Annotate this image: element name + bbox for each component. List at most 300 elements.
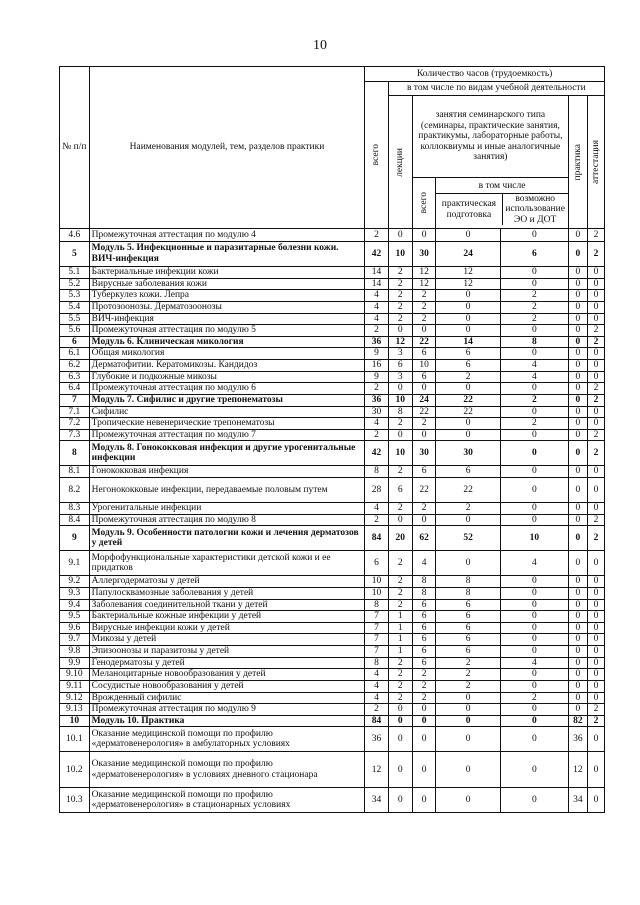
cell-seminars: 2 <box>412 418 435 430</box>
cell-total: 36 <box>365 336 388 348</box>
row-number: 5.5 <box>60 313 90 325</box>
cell-eo-dot: 2 <box>500 290 568 302</box>
cell-lectures: 2 <box>388 290 412 302</box>
cell-seminars: 22 <box>412 478 435 503</box>
table-row <box>60 599 605 611</box>
cell-eo-dot: 0 <box>500 634 568 646</box>
cell-lectures: 0 <box>388 514 412 526</box>
cell-practice: 0 <box>568 325 587 337</box>
row-title: Сосудистые новообразования у детей <box>89 680 365 692</box>
cell-practice: 0 <box>568 657 587 669</box>
table-row <box>60 669 605 681</box>
cell-prac-prep: 52 <box>436 526 501 551</box>
cell-lectures: 2 <box>388 466 412 478</box>
row-title: Эпизоонозы и паразитозы у детей <box>89 646 365 658</box>
cell-attestation: 0 <box>587 290 604 302</box>
cell-seminars: 6 <box>412 599 435 611</box>
cell-total: 2 <box>365 704 388 716</box>
row-title: Тропические невенерические трепонематозы <box>89 418 365 430</box>
cell-total: 4 <box>365 313 388 325</box>
cell-attestation: 2 <box>587 704 604 716</box>
cell-total: 2 <box>365 429 388 441</box>
cell-seminars: 8 <box>412 576 435 588</box>
cell-total: 7 <box>365 634 388 646</box>
cell-practice: 0 <box>568 360 587 372</box>
table-row <box>60 622 605 634</box>
cell-attestation: 2 <box>587 325 604 337</box>
row-number: 9.4 <box>60 599 90 611</box>
cell-lectures: 12 <box>388 336 412 348</box>
cell-attestation: 0 <box>587 634 604 646</box>
cell-attestation: 0 <box>587 611 604 623</box>
cell-seminars: 6 <box>412 466 435 478</box>
cell-total: 34 <box>365 788 388 813</box>
cell-seminars: 8 <box>412 587 435 599</box>
cell-seminars: 6 <box>412 646 435 658</box>
cell-eo-dot: 2 <box>500 394 568 406</box>
cell-total: 28 <box>365 478 388 503</box>
curriculum-table <box>59 66 605 813</box>
cell-practice: 0 <box>568 383 587 395</box>
row-number: 9.1 <box>60 551 90 576</box>
cell-lectures: 0 <box>388 704 412 716</box>
cell-prac-prep: 6 <box>436 646 501 658</box>
cell-practice: 0 <box>568 551 587 576</box>
cell-practice: 0 <box>568 611 587 623</box>
row-number: 6.3 <box>60 371 90 383</box>
cell-total: 7 <box>365 611 388 623</box>
cell-practice: 0 <box>568 441 587 466</box>
table-row <box>60 441 605 466</box>
row-title: Гонококковая инфекция <box>89 466 365 478</box>
row-number: 9.11 <box>60 680 90 692</box>
cell-prac-prep: 22 <box>436 394 501 406</box>
cell-practice: 36 <box>568 727 587 752</box>
cell-practice: 0 <box>568 418 587 430</box>
cell-lectures: 0 <box>388 788 412 813</box>
cell-attestation: 2 <box>587 229 604 242</box>
cell-seminars: 0 <box>412 727 435 752</box>
cell-eo-dot: 0 <box>500 325 568 337</box>
cell-seminars: 6 <box>412 657 435 669</box>
cell-prac-prep: 6 <box>436 348 501 360</box>
cell-total: 7 <box>365 622 388 634</box>
row-number: 7 <box>60 394 90 406</box>
cell-eo-dot: 0 <box>500 599 568 611</box>
cell-total: 2 <box>365 229 388 242</box>
cell-attestation: 0 <box>587 692 604 704</box>
row-number: 9.12 <box>60 692 90 704</box>
cell-prac-prep: 8 <box>436 576 501 588</box>
cell-total: 4 <box>365 692 388 704</box>
cell-lectures: 2 <box>388 692 412 704</box>
cell-seminars: 4 <box>412 551 435 576</box>
cell-total: 84 <box>365 715 388 727</box>
cell-lectures: 2 <box>388 657 412 669</box>
cell-eo-dot: 0 <box>500 727 568 752</box>
cell-seminars: 6 <box>412 622 435 634</box>
row-number: 8 <box>60 441 90 466</box>
cell-attestation: 0 <box>587 622 604 634</box>
table-row <box>60 371 605 383</box>
table-row <box>60 466 605 478</box>
row-number: 9 <box>60 526 90 551</box>
table-row <box>60 752 605 788</box>
cell-lectures: 0 <box>388 727 412 752</box>
cell-practice: 12 <box>568 752 587 788</box>
cell-attestation: 2 <box>587 441 604 466</box>
cell-total: 4 <box>365 418 388 430</box>
row-number: 10.3 <box>60 788 90 813</box>
cell-attestation: 2 <box>587 429 604 441</box>
cell-total: 4 <box>365 301 388 313</box>
row-number: 5.1 <box>60 267 90 279</box>
cell-seminars: 6 <box>412 634 435 646</box>
header-attestation <box>587 96 604 229</box>
row-title: ВИЧ-инфекция <box>89 313 365 325</box>
row-title: Протозоонозы. Дерматозоонозы <box>89 301 365 313</box>
cell-prac-prep: 12 <box>436 278 501 290</box>
cell-attestation: 0 <box>587 727 604 752</box>
header-incl-subtable <box>436 181 568 226</box>
table-row <box>60 301 605 313</box>
cell-lectures: 2 <box>388 418 412 430</box>
row-title: Модуль 9. Особенности патологии кожи и лечения дерматозов у детей <box>89 526 365 551</box>
cell-total: 6 <box>365 551 388 576</box>
row-title: Вирусные заболевания кожи <box>89 278 365 290</box>
cell-attestation: 0 <box>587 406 604 418</box>
table-row <box>60 715 605 727</box>
table-row <box>60 478 605 503</box>
row-number: 8.1 <box>60 466 90 478</box>
cell-eo-dot: 0 <box>500 715 568 727</box>
row-number: 9.6 <box>60 622 90 634</box>
cell-seminars: 2 <box>412 692 435 704</box>
row-title: Аллергодерматозы у детей <box>89 576 365 588</box>
row-number: 7.2 <box>60 418 90 430</box>
cell-prac-prep: 0 <box>436 325 501 337</box>
cell-eo-dot: 0 <box>500 752 568 788</box>
cell-prac-prep: 0 <box>436 788 501 813</box>
cell-attestation: 0 <box>587 267 604 279</box>
row-title: Бактериальные кожные инфекции у детей <box>89 611 365 623</box>
row-title: Промежуточная аттестация по модулю 8 <box>89 514 365 526</box>
cell-total: 10 <box>365 587 388 599</box>
row-number: 6.2 <box>60 360 90 372</box>
cell-eo-dot: 0 <box>500 267 568 279</box>
cell-seminars: 2 <box>412 669 435 681</box>
cell-seminars: 2 <box>412 313 435 325</box>
cell-attestation: 0 <box>587 313 604 325</box>
cell-lectures: 1 <box>388 646 412 658</box>
cell-attestation: 0 <box>587 301 604 313</box>
cell-practice: 0 <box>568 394 587 406</box>
row-title: Оказание медицинской помощи по профилю «дерматовенерология» в амбулаторных условиях <box>89 727 365 752</box>
cell-total: 8 <box>365 599 388 611</box>
cell-prac-prep: 2 <box>436 503 501 515</box>
cell-lectures: 2 <box>388 680 412 692</box>
cell-practice: 0 <box>568 704 587 716</box>
header-incl-group <box>436 178 569 229</box>
cell-seminars: 10 <box>412 360 435 372</box>
row-title: Негонококковые инфекции, передаваемые половым путем <box>89 478 365 503</box>
cell-practice: 0 <box>568 267 587 279</box>
cell-practice: 0 <box>568 313 587 325</box>
row-title: Микозы у детей <box>89 634 365 646</box>
cell-prac-prep: 8 <box>436 587 501 599</box>
table-header <box>60 67 605 229</box>
header-total-text: всего <box>371 144 382 166</box>
cell-attestation: 2 <box>587 514 604 526</box>
cell-prac-prep: 0 <box>436 429 501 441</box>
cell-attestation: 0 <box>587 551 604 576</box>
table-row <box>60 290 605 302</box>
cell-eo-dot: 4 <box>500 371 568 383</box>
cell-prac-prep: 0 <box>436 752 501 788</box>
row-title: Бактериальные инфекции кожи <box>89 267 365 279</box>
cell-prac-prep: 0 <box>436 704 501 716</box>
cell-attestation: 0 <box>587 360 604 372</box>
cell-lectures: 10 <box>388 441 412 466</box>
cell-practice: 0 <box>568 587 587 599</box>
table-row <box>60 278 605 290</box>
cell-total: 42 <box>365 242 388 267</box>
cell-attestation: 0 <box>587 418 604 430</box>
table-row <box>60 646 605 658</box>
cell-eo-dot: 2 <box>500 301 568 313</box>
cell-practice: 0 <box>568 646 587 658</box>
row-title: Модуль 6. Клиническая микология <box>89 336 365 348</box>
cell-lectures: 2 <box>388 278 412 290</box>
cell-eo-dot: 4 <box>500 551 568 576</box>
table-row <box>60 418 605 430</box>
cell-total: 36 <box>365 727 388 752</box>
cell-seminars: 2 <box>412 290 435 302</box>
row-number: 6.4 <box>60 383 90 395</box>
row-title: Общая микология <box>89 348 365 360</box>
cell-eo-dot: 0 <box>500 466 568 478</box>
cell-lectures: 2 <box>388 313 412 325</box>
cell-eo-dot: 0 <box>500 622 568 634</box>
cell-practice: 0 <box>568 466 587 478</box>
row-title: Урогенитальные инфекции <box>89 503 365 515</box>
cell-eo-dot: 0 <box>500 646 568 658</box>
row-title: Модуль 7. Сифилис и другие трепонематозы <box>89 394 365 406</box>
cell-attestation: 0 <box>587 278 604 290</box>
cell-lectures: 1 <box>388 622 412 634</box>
cell-seminars: 0 <box>412 752 435 788</box>
cell-attestation: 0 <box>587 587 604 599</box>
row-number: 7.1 <box>60 406 90 418</box>
cell-total: 84 <box>365 526 388 551</box>
cell-prac-prep: 6 <box>436 360 501 372</box>
table-row <box>60 229 605 242</box>
cell-eo-dot: 0 <box>500 348 568 360</box>
cell-seminars: 2 <box>412 503 435 515</box>
cell-total: 8 <box>365 466 388 478</box>
cell-prac-prep: 2 <box>436 669 501 681</box>
cell-total: 14 <box>365 278 388 290</box>
cell-lectures: 1 <box>388 634 412 646</box>
cell-prac-prep: 0 <box>436 313 501 325</box>
row-title: Врожденный сифилис <box>89 692 365 704</box>
cell-prac-prep: 0 <box>436 715 501 727</box>
cell-lectures: 0 <box>388 229 412 242</box>
row-number: 8.4 <box>60 514 90 526</box>
cell-prac-prep: 0 <box>436 229 501 242</box>
cell-practice: 34 <box>568 788 587 813</box>
cell-lectures: 0 <box>388 715 412 727</box>
cell-seminars: 0 <box>412 715 435 727</box>
table-row <box>60 551 605 576</box>
header-seminars: занятия семинарского типа (семинары, практические занятия, практикумы, лабораторные работы, коллоквиумы и иные аналогичные занятия) <box>412 96 568 178</box>
cell-eo-dot: 2 <box>500 313 568 325</box>
header-lectures-text: лекции <box>394 147 405 177</box>
cell-seminars: 6 <box>412 371 435 383</box>
row-number: 5.4 <box>60 301 90 313</box>
cell-lectures: 0 <box>388 383 412 395</box>
header-practice-text: практика <box>572 143 583 181</box>
row-number: 4.6 <box>60 229 90 242</box>
row-title: Модуль 8. Гонококковая инфекция и другие урогенитальные инфекции <box>89 441 365 466</box>
cell-prac-prep: 14 <box>436 336 501 348</box>
header-name: Наименования модулей, тем, разделов практики <box>89 67 365 229</box>
row-title: Сифилис <box>89 406 365 418</box>
row-title: Папулосквамозные заболевания у детей <box>89 587 365 599</box>
table-row <box>60 576 605 588</box>
cell-total: 36 <box>365 394 388 406</box>
table-row <box>60 383 605 395</box>
cell-attestation: 0 <box>587 478 604 503</box>
cell-practice: 0 <box>568 669 587 681</box>
cell-lectures: 2 <box>388 301 412 313</box>
table-row <box>60 680 605 692</box>
cell-eo-dot: 0 <box>500 278 568 290</box>
cell-lectures: 20 <box>388 526 412 551</box>
cell-total: 8 <box>365 657 388 669</box>
cell-eo-dot: 0 <box>500 383 568 395</box>
row-number: 9.13 <box>60 704 90 716</box>
table-row <box>60 325 605 337</box>
cell-attestation: 0 <box>587 788 604 813</box>
cell-practice: 0 <box>568 526 587 551</box>
cell-seminars: 30 <box>412 441 435 466</box>
table-row <box>60 704 605 716</box>
table-row <box>60 526 605 551</box>
row-number: 9.7 <box>60 634 90 646</box>
row-number: 10 <box>60 715 90 727</box>
cell-seminars: 2 <box>412 680 435 692</box>
cell-practice: 0 <box>568 290 587 302</box>
cell-total: 12 <box>365 752 388 788</box>
cell-seminars: 0 <box>412 383 435 395</box>
cell-lectures: 2 <box>388 587 412 599</box>
cell-practice: 82 <box>568 715 587 727</box>
cell-prac-prep: 6 <box>436 599 501 611</box>
cell-eo-dot: 0 <box>500 503 568 515</box>
row-title: Оказание медицинской помощи по профилю «дерматовенерология» в условиях дневного стационара <box>89 752 365 788</box>
row-number: 5.3 <box>60 290 90 302</box>
cell-lectures: 0 <box>388 752 412 788</box>
header-attestation-text: аттестация <box>590 140 601 184</box>
cell-seminars: 0 <box>412 325 435 337</box>
row-number: 9.8 <box>60 646 90 658</box>
table-row <box>60 313 605 325</box>
row-number: 5.2 <box>60 278 90 290</box>
cell-lectures: 6 <box>388 360 412 372</box>
cell-prac-prep: 30 <box>436 441 501 466</box>
row-number: 9.5 <box>60 611 90 623</box>
cell-attestation: 0 <box>587 752 604 788</box>
cell-eo-dot: 2 <box>500 692 568 704</box>
cell-practice: 0 <box>568 301 587 313</box>
cell-prac-prep: 0 <box>436 551 501 576</box>
cell-attestation: 2 <box>587 383 604 395</box>
cell-eo-dot: 0 <box>500 611 568 623</box>
cell-lectures: 8 <box>388 406 412 418</box>
cell-eo-dot: 0 <box>500 587 568 599</box>
cell-eo-dot: 0 <box>500 680 568 692</box>
row-number: 9.10 <box>60 669 90 681</box>
table-row <box>60 657 605 669</box>
cell-seminars: 6 <box>412 348 435 360</box>
table-row <box>60 242 605 267</box>
cell-seminars: 62 <box>412 526 435 551</box>
cell-prac-prep: 22 <box>436 478 501 503</box>
row-number: 9.3 <box>60 587 90 599</box>
table-row <box>60 336 605 348</box>
cell-total: 30 <box>365 406 388 418</box>
table-row <box>60 634 605 646</box>
cell-seminars: 6 <box>412 611 435 623</box>
cell-eo-dot: 0 <box>500 478 568 503</box>
cell-practice: 0 <box>568 634 587 646</box>
row-number: 10.2 <box>60 752 90 788</box>
cell-prac-prep: 0 <box>436 514 501 526</box>
row-title: Дерматофитии. Кератомикозы. Кандидоз <box>89 360 365 372</box>
header-by-type: в том числе по видам учебной деятельности <box>388 82 604 96</box>
table-row <box>60 514 605 526</box>
cell-seminars: 22 <box>412 336 435 348</box>
header-num: № п/п <box>60 67 90 229</box>
cell-eo-dot: 0 <box>500 788 568 813</box>
row-number: 8.2 <box>60 478 90 503</box>
cell-total: 42 <box>365 441 388 466</box>
cell-eo-dot: 0 <box>500 441 568 466</box>
table-row <box>60 611 605 623</box>
cell-prac-prep: 2 <box>436 371 501 383</box>
row-title: Модуль 5. Инфекционные и паразитарные болезни кожи. ВИЧ-инфекция <box>89 242 365 267</box>
cell-seminars: 24 <box>412 394 435 406</box>
cell-eo-dot: 4 <box>500 360 568 372</box>
cell-attestation: 0 <box>587 657 604 669</box>
cell-total: 2 <box>365 325 388 337</box>
row-title: Меланоцитарные новообразования у детей <box>89 669 365 681</box>
cell-prac-prep: 24 <box>436 242 501 267</box>
cell-attestation: 2 <box>587 336 604 348</box>
row-number: 7.3 <box>60 429 90 441</box>
cell-lectures: 10 <box>388 242 412 267</box>
cell-lectures: 1 <box>388 611 412 623</box>
cell-practice: 0 <box>568 229 587 242</box>
row-title: Промежуточная аттестация по модулю 7 <box>89 429 365 441</box>
cell-practice: 0 <box>568 242 587 267</box>
cell-lectures: 0 <box>388 429 412 441</box>
cell-seminars: 0 <box>412 788 435 813</box>
cell-total: 7 <box>365 646 388 658</box>
header-sem-total <box>412 178 435 229</box>
cell-attestation: 2 <box>587 394 604 406</box>
